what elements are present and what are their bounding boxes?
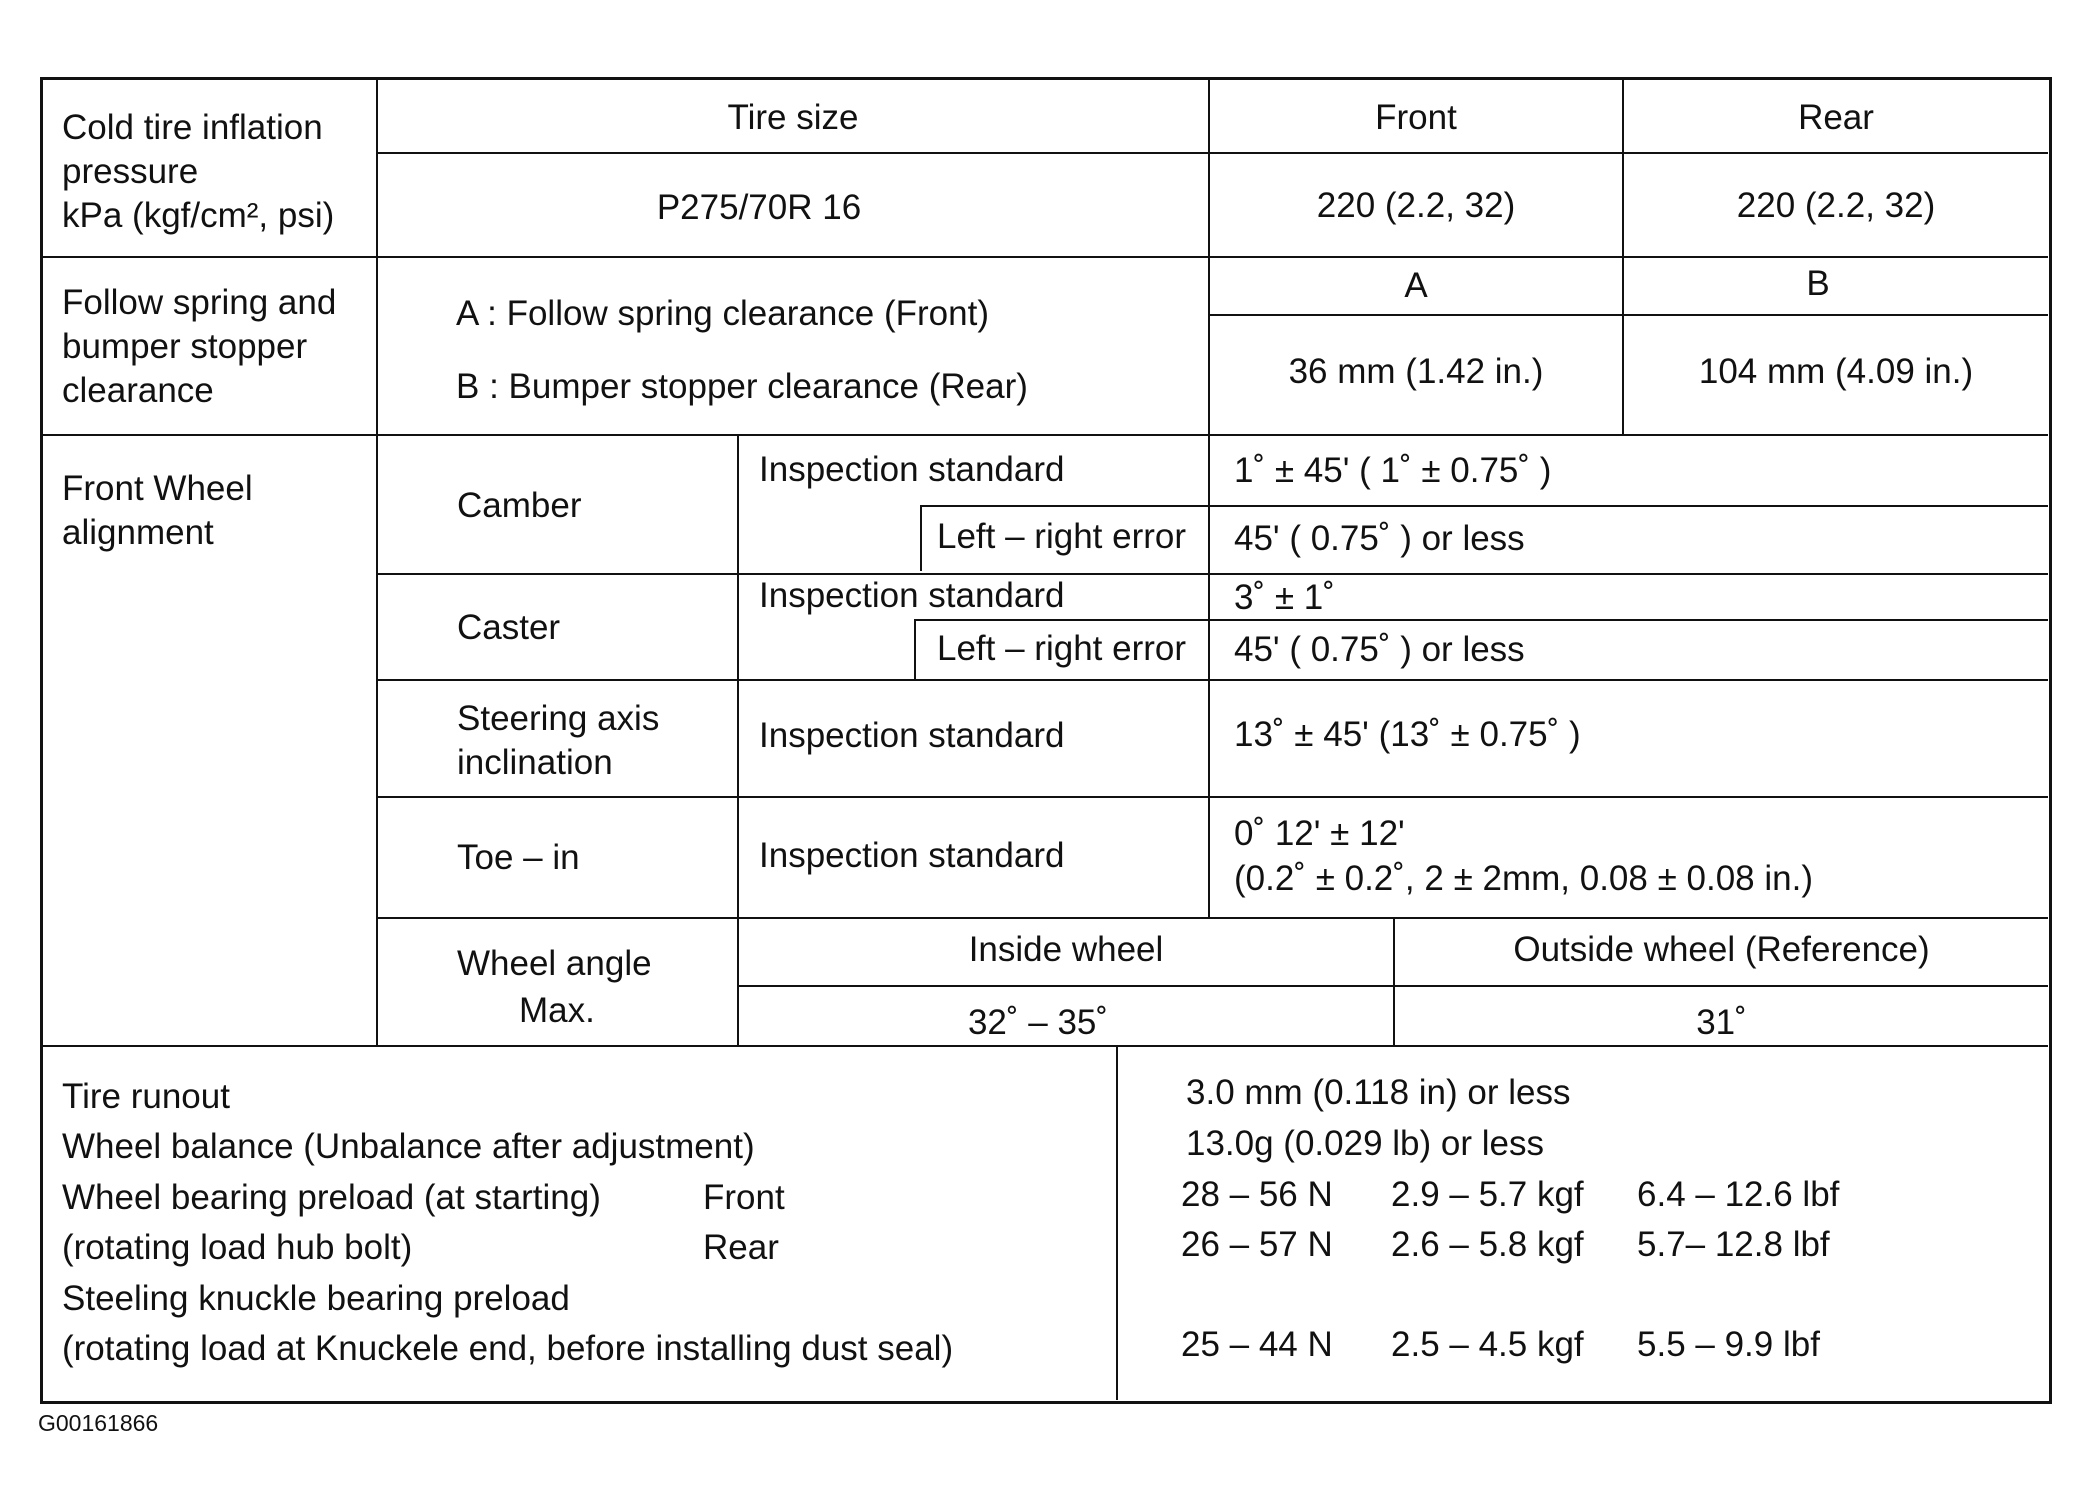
divider [737,434,739,919]
caster-inspection-value: 3˚ ± 1˚ [1234,578,1335,617]
outside-wheel-value: 31˚ [1696,1003,1747,1042]
clearance-header-a: A [1404,266,1428,305]
tire-pressure-label: Cold tire inflation pressure kPa (kgf/cm², psi) [62,108,335,235]
wheel-angle-max-label: Max. [519,991,595,1030]
bearing-rear-label: Rear [703,1228,779,1267]
bearing-preload-label: Wheel bearing preload (at starting) [62,1178,601,1217]
divider [378,152,2048,154]
clearance-desc-b: B : Bumper stopper clearance (Rear) [456,367,1028,406]
divider [916,619,2048,621]
clearance-label: Follow spring and bumper stopper clearance [62,283,337,410]
divider [378,796,2048,798]
divider [40,434,2048,436]
wheel-angle-label: Wheel angle [457,944,652,983]
divider [922,505,2048,507]
divider [1208,434,1210,919]
camber-error-label: Left – right error [937,517,1186,556]
outside-wheel-header: Outside wheel (Reference) [1513,930,1930,969]
rear-header: Rear [1798,98,1874,137]
divider [920,505,922,571]
divider [40,256,2048,258]
front-pressure-value: 220 (2.2, 32) [1316,186,1516,225]
inside-wheel-header: Inside wheel [968,930,1164,969]
figure-id: G00161866 [38,1410,159,1436]
clearance-value-b: 104 mm (4.09 in.) [1698,352,1974,391]
tire-size-value: P275/70R 16 [656,188,862,227]
steering-axis-label: Steering axis inclination [457,699,660,782]
alignment-label: Front Wheel alignment [62,469,253,552]
divider [378,573,2048,575]
toe-in-value-line1: 0˚ 12' ± 12' [1234,814,1405,853]
caster-label: Caster [457,608,561,647]
front-preload-lbf: 6.4 – 12.6 lbf [1637,1175,1840,1214]
front-preload-n: 28 – 56 N [1181,1175,1333,1214]
divider [378,917,2048,919]
clearance-value-a: 36 mm (1.42 in.) [1288,352,1544,391]
toe-in-inspection-label: Inspection standard [759,836,1065,875]
rear-preload-n: 26 – 57 N [1181,1225,1333,1264]
bearing-front-label: Front [703,1178,785,1217]
caster-inspection-label: Inspection standard [759,576,1065,615]
hub-bolt-label: (rotating load hub bolt) [62,1228,413,1267]
camber-inspection-value: 1˚ ± 45' ( 1˚ ± 0.75˚ ) [1234,451,1552,490]
tire-runout-value: 3.0 mm (0.118 in) or less [1186,1073,1571,1112]
divider [1116,1045,1118,1400]
camber-inspection-label: Inspection standard [759,450,1065,489]
wheel-balance-label: Wheel balance (Unbalance after adjustment) [62,1127,755,1166]
rear-preload-lbf: 5.7– 12.8 lbf [1637,1225,1830,1264]
steering-axis-inspection-value: 13˚ ± 45' (13˚ ± 0.75˚ ) [1234,715,1581,754]
tire-size-header: Tire size [727,98,859,137]
clearance-header-b: B [1806,264,1830,303]
caster-error-value: 45' ( 0.75˚ ) or less [1234,630,1525,669]
rear-preload-kgf: 2.6 – 5.8 kgf [1391,1225,1584,1264]
knuckle-preload-kgf: 2.5 – 4.5 kgf [1391,1325,1584,1364]
knuckle-preload-sub-label: (rotating load at Knuckele end, before installing dust seal) [62,1329,954,1368]
rear-pressure-value: 220 (2.2, 32) [1736,186,1936,225]
toe-in-label: Toe – in [457,838,580,877]
steering-axis-inspection-label: Inspection standard [759,716,1065,755]
knuckle-preload-n: 25 – 44 N [1181,1325,1333,1364]
wheel-balance-value: 13.0g (0.029 lb) or less [1186,1124,1544,1163]
caster-error-label: Left – right error [937,629,1186,668]
toe-in-value-line2: (0.2˚ ± 0.2˚, 2 ± 2mm, 0.08 ± 0.08 in.) [1234,859,1813,898]
divider [40,1045,2048,1047]
camber-label: Camber [457,486,582,525]
divider [914,619,916,679]
tire-runout-label: Tire runout [62,1077,230,1116]
knuckle-preload-lbf: 5.5 – 9.9 lbf [1637,1325,1820,1364]
knuckle-preload-label: Steeling knuckle bearing preload [62,1279,570,1318]
divider [378,679,2048,681]
inside-wheel-value: 32˚ – 35˚ [967,1003,1109,1042]
divider [1210,314,2048,316]
camber-error-value: 45' ( 0.75˚ ) or less [1234,519,1525,558]
front-preload-kgf: 2.9 – 5.7 kgf [1391,1175,1584,1214]
clearance-desc-a: A : Follow spring clearance (Front) [456,294,989,333]
front-header: Front [1375,98,1457,137]
